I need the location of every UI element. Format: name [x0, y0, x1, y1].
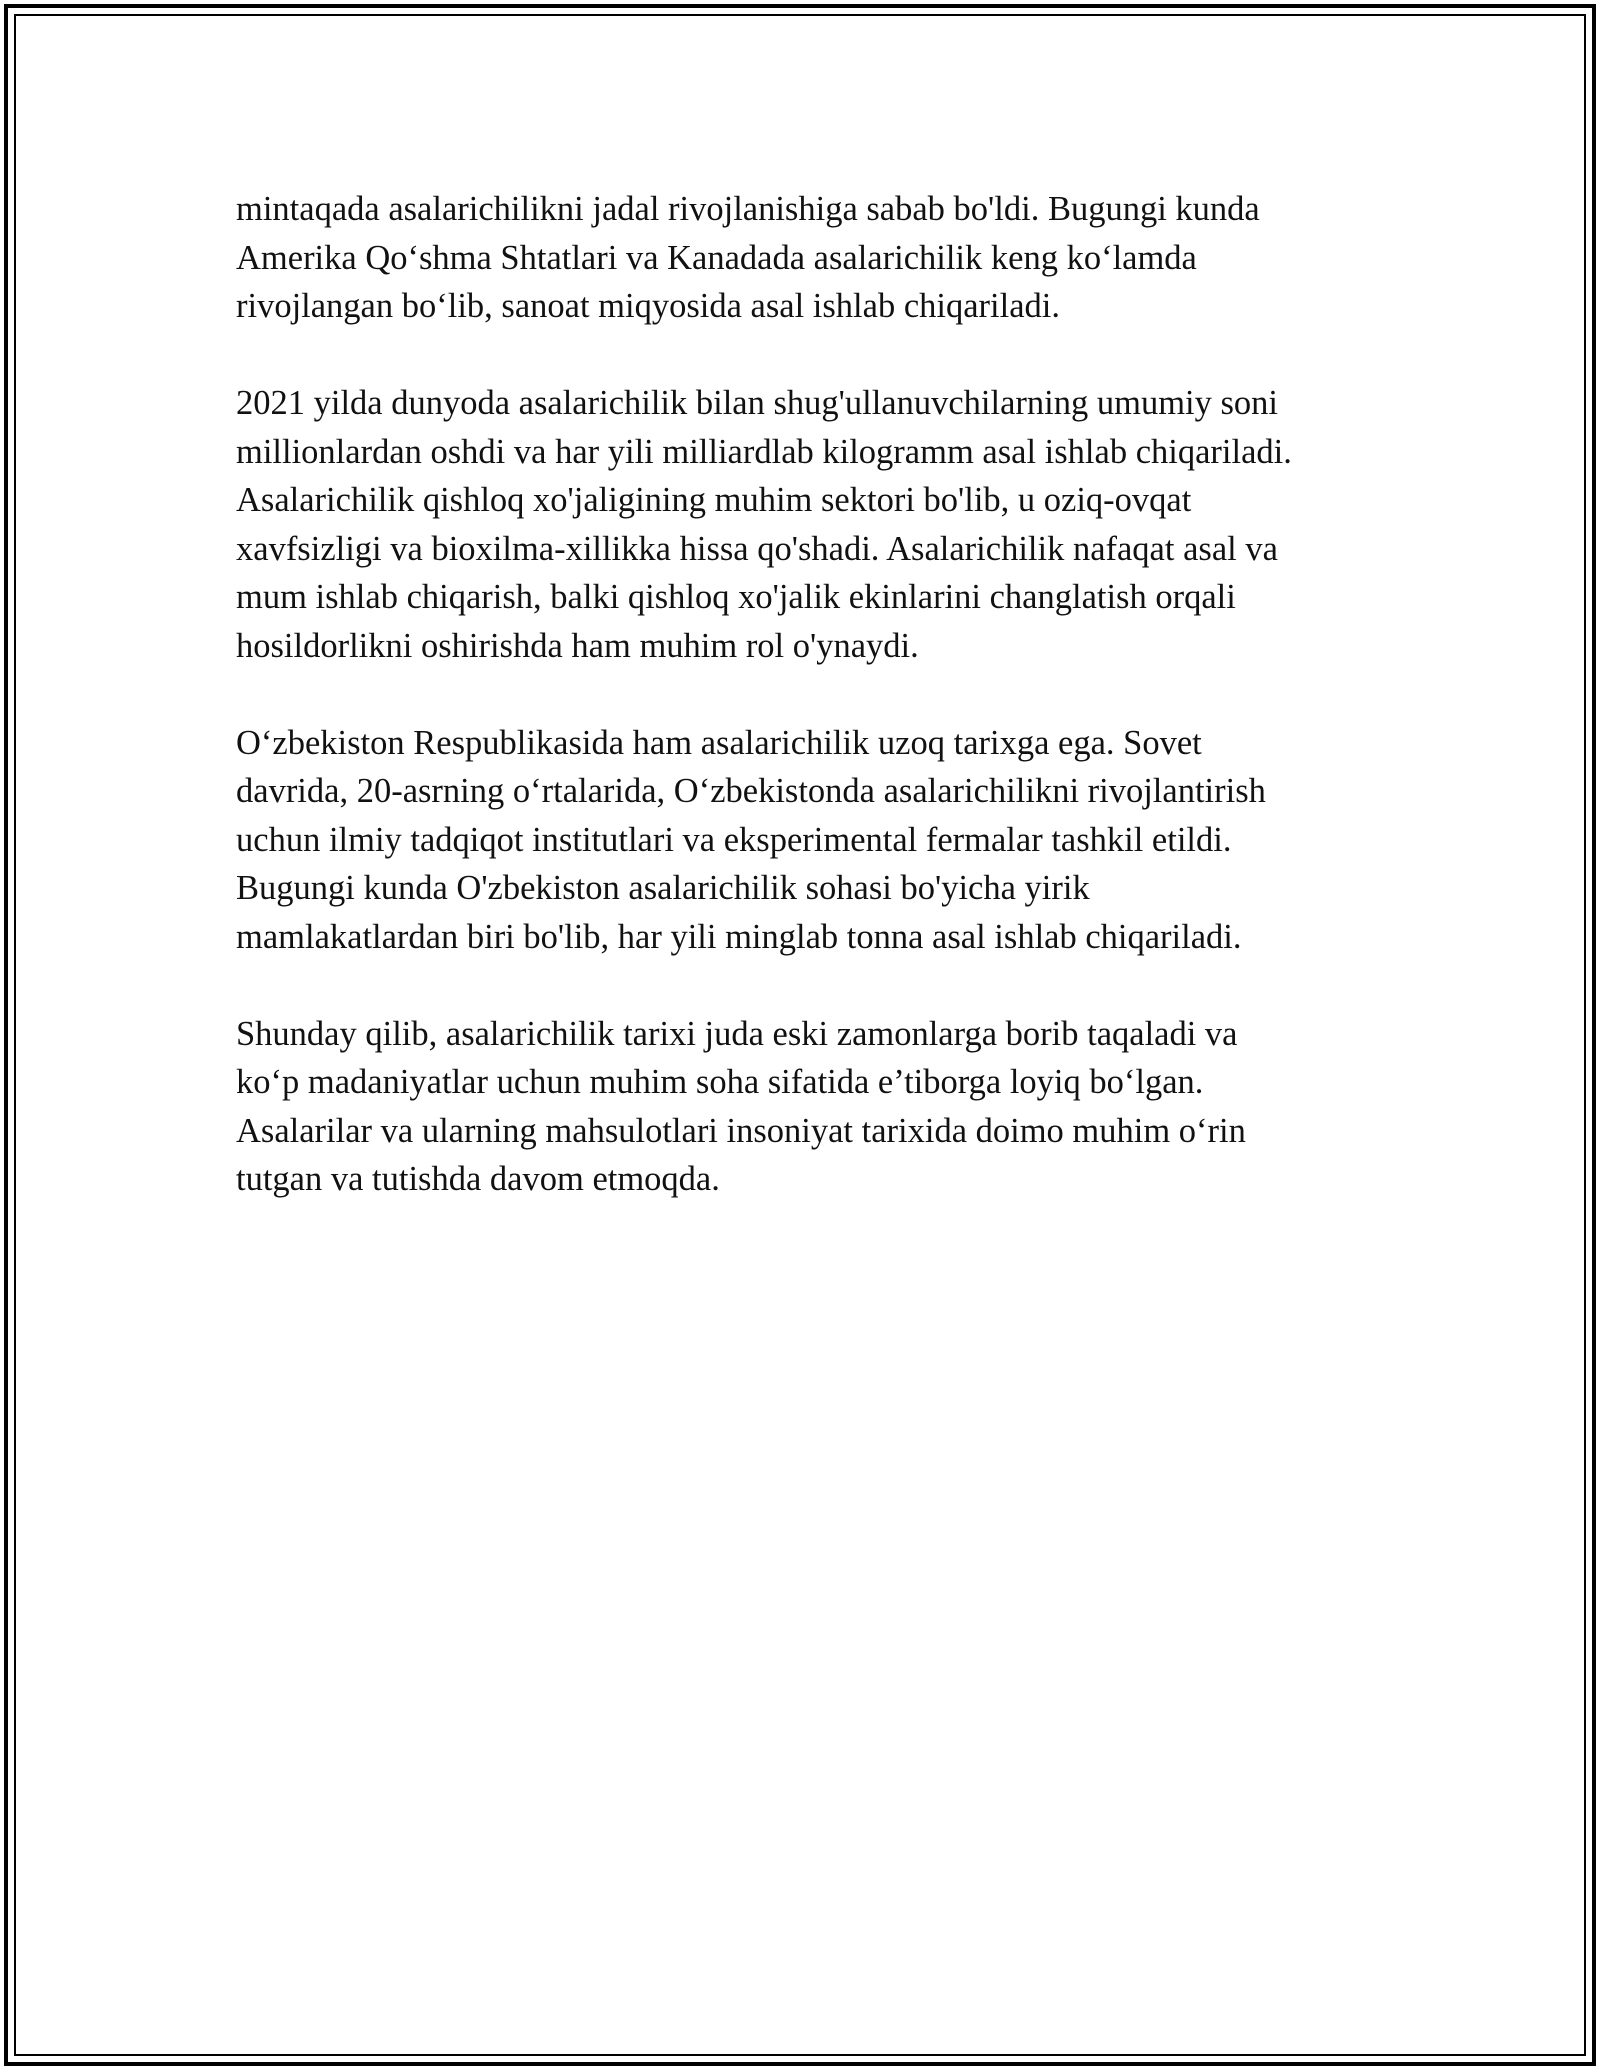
text-line: ko‘p madaniyatlar uchun muhim soha sifatida e’tiborga loyiq bo‘lgan. [236, 1063, 1204, 1101]
text-line: tutgan va tutishda davom etmoqda. [236, 1160, 720, 1198]
text-line: Asalarichilik qishloq xo'jaligining muhim sektori bo'lib, u oziq-ovqat [236, 481, 1192, 519]
text-line: rivojlangan bo‘lib, sanoat miqyosida asal ishlab chiqariladi. [236, 287, 1060, 325]
text-line: Asalarilar va ularning mahsulotlari insoniyat tarixida doimo muhim o‘rin [236, 1111, 1246, 1150]
paragraph-2 [236, 379, 1376, 670]
text-line: mum ishlab chiqarish, balki qishloq xo'jalik ekinlarini changlatish orqali [236, 578, 1236, 616]
text-line: xavfsizligi va bioxilma-xillikka hissa qo'shadi. Asalarichilik nafaqat asal va [236, 529, 1278, 568]
text-line: Shunday qilib, asalarichilik tarixi juda eski zamonlarga borib taqaladi va [236, 1014, 1238, 1053]
text-line: Amerika Qo‘shma Shtatlari va Kanadada asalarichilik keng ko‘lamda [236, 238, 1197, 277]
text-line: mamlakatlardan biri bo'lib, har yili minglab tonna asal ishlab chiqariladi. [236, 917, 1242, 956]
text-line: davrida, 20-asrning o‘rtalarida, O‘zbekistonda asalarichilikni rivojlantirish [236, 772, 1266, 810]
text-line: Bugungi kunda O'zbekiston asalarichilik sohasi bo'yicha yirik [236, 869, 1090, 907]
text-line: hosildorlikni oshirishda ham muhim rol o'ynaydi. [236, 626, 919, 665]
text-line: millionlardan oshdi va har yili milliardlab kilogramm asal ishlab chiqariladi. [236, 432, 1292, 471]
document-body [236, 185, 1376, 1252]
paragraph-4 [236, 1010, 1376, 1204]
paragraph-3 [236, 719, 1376, 962]
text-line: O‘zbekiston Respublikasida ham asalarichilik uzoq tarixga ega. Sovet [236, 723, 1202, 762]
text-line: mintaqada asalarichilikni jadal rivojlanishiga sabab bo'ldi. Bugungi kunda [236, 190, 1260, 228]
text-line: uchun ilmiy tadqiqot institutlari va eksperimental fermalar tashkil etildi. [236, 820, 1232, 859]
paragraph-1 [236, 185, 1376, 331]
text-line: 2021 yilda dunyoda asalarichilik bilan shug'ullanuvchilarning umumiy soni [236, 384, 1279, 422]
